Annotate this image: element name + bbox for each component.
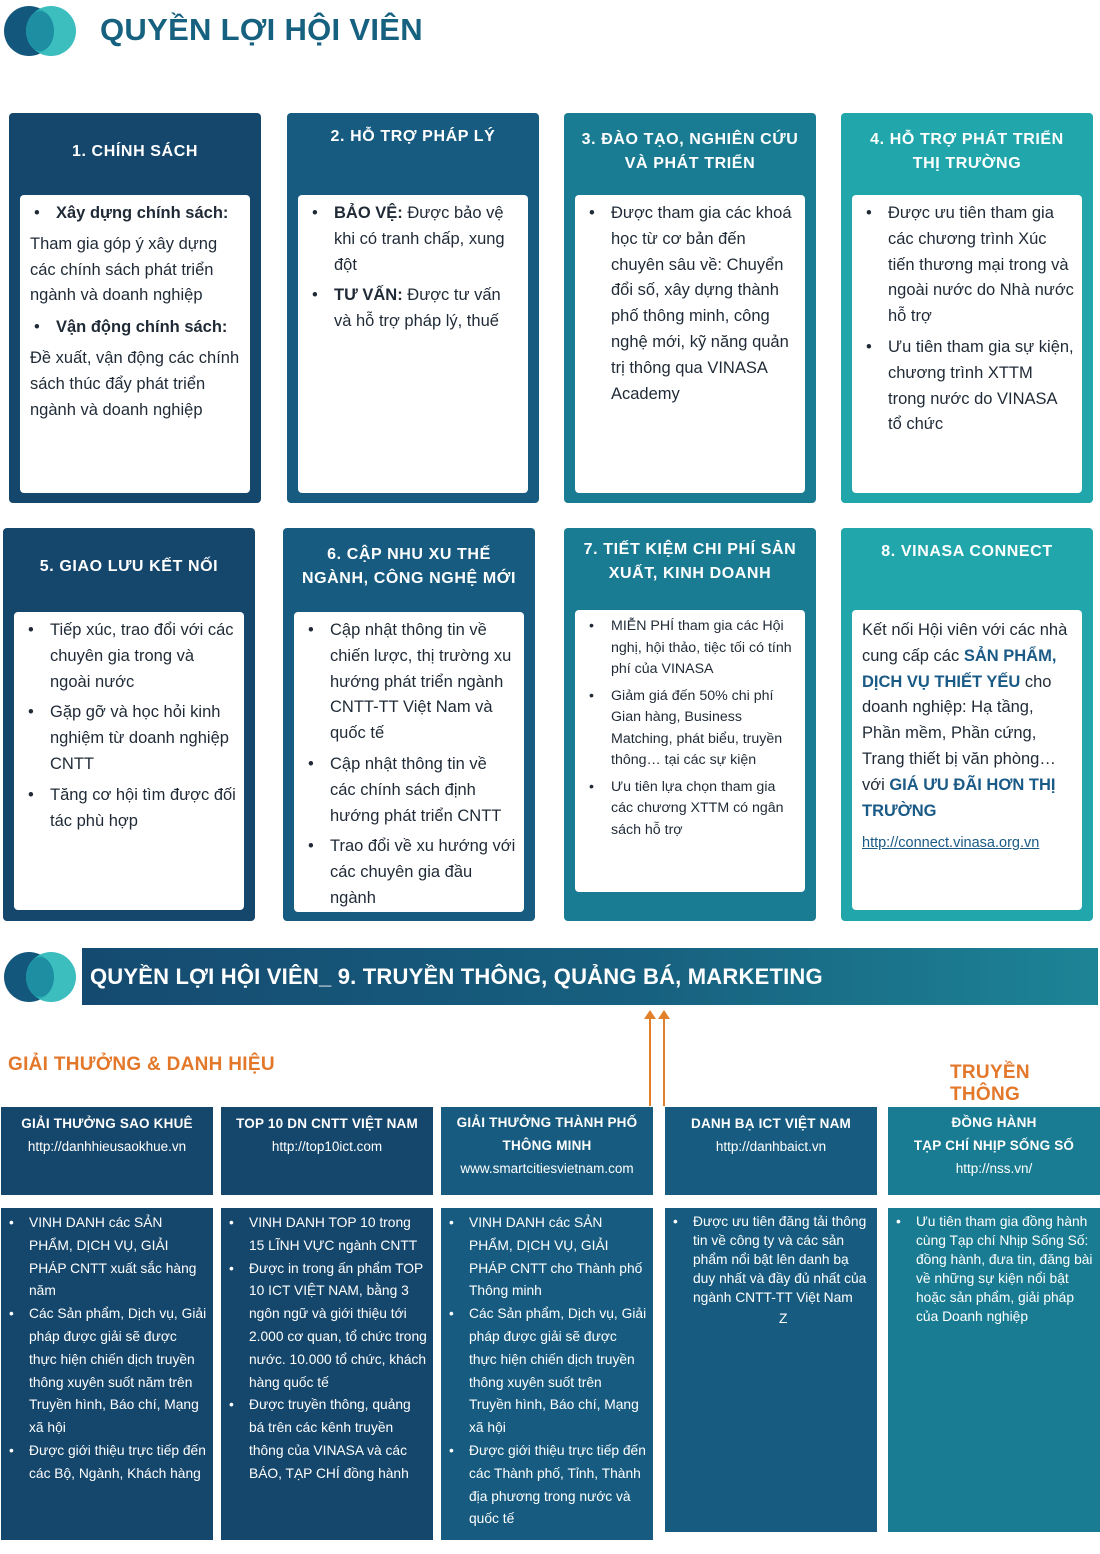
paragraph: Đề xuất, vận động các chính sách thúc đẩy phát triển ngành và doanh nghiệp [30, 348, 240, 419]
list-item: • MIỄN PHÍ tham gia các Hội nghị, hội thảo, tiệc tối có tính phí của VINASA [585, 616, 797, 681]
paragraph: Kết nối Hội viên với các nhà cung cấp các SẢN PHẨM, DỊCH VỤ THIẾT YẾU cho doanh nghiệp: Hạ tầng, Phần mềm, Phần cứng, Trang thiết bị văn phòng…với GIÁ ƯU ĐÃI HƠN THỊ TRƯỜNG [862, 621, 1068, 820]
list-item: • VINH DANH các SẢN PHẨM, DỊCH VỤ, GIẢI PHÁP CNTT xuất sắc hàng năm [5, 1212, 207, 1303]
list-item: • Cập nhật thông tin về các chính sách định hướng phát triển CNTT [304, 752, 516, 829]
list-item: • Ưu tiên tham gia đồng hành cùng Tạp chí Nhịp Sống Số: đồng hành, đưa tin, đăng bài về những sự kiện nổi bật hoặc sản phẩm, giải pháp của Doanh nghiệp [892, 1212, 1094, 1326]
card-body [294, 612, 524, 912]
program-body-danh-ba [665, 1208, 877, 1532]
logo-circles-icon [4, 6, 76, 56]
card-body [852, 610, 1082, 910]
list-item: • Được giới thiệu trực tiếp đến các Thành phố, Tỉnh, Thành địa phương trong nước và quốc tế [445, 1440, 647, 1531]
card-giao-luu [3, 528, 255, 921]
list-item: • Giảm giá đến 50% chi phí Gian hàng, Business Matching, phát biểu, truyền thông… tại các sự kiện [585, 686, 797, 772]
card-xu-the [283, 528, 535, 921]
card-body [852, 195, 1082, 493]
program-header-sao-khue: GIẢI THƯỞNG SAO KHUÊ http://danhhieusaokhue.vn [1, 1107, 213, 1195]
list-item: • Được tham gia các khoá học từ cơ bản đến chuyên sâu về: Chuyển đổi số, xây dựng thành phố thông minh, công nghệ mới, kỹ năng quản trị thông qua VINASA Academy [585, 201, 797, 407]
program-body-nhip-song-so [888, 1208, 1100, 1532]
bullet-heading: Xây dựng chính sách: [56, 204, 229, 222]
list-item: • Cập nhật thông tin về chiến lược, thị trường xu hướng phát triển ngành CNTT-TT Việt Nam và quốc tế [304, 618, 516, 747]
list-item: • Được ưu tiên tham gia các chương trình Xúc tiến thương mại trong và ngoài nước do Nhà nước hỗ trợ [862, 201, 1074, 330]
logo-circles-icon [4, 952, 76, 1002]
arrow-up-icon [649, 1018, 651, 1106]
card-body [14, 612, 244, 910]
list-item: • Ưu tiên lựa chọn tham gia các chương XTTM có ngân sách hỗ trợ [585, 777, 797, 842]
card-ho-tro-phap-ly [287, 113, 539, 503]
card-title: 1. CHÍNH SÁCH [71, 143, 199, 160]
list-item: • Các Sản phẩm, Dịch vụ, Giải pháp được giải sẽ được thực hiện chiến dịch truyền thông xuyên suốt trên Truyền hình, Báo chí, Mạng xã hội [445, 1303, 647, 1440]
list-item: • Các Sản phẩm, Dịch vụ, Giải pháp được giải sẽ được thực hiện chiến dịch truyền thông xuyên suốt năm trên Truyền hình, Báo chí, Mạng xã hội [5, 1303, 207, 1440]
section-banner: QUYỀN LỢI HỘI VIÊN_ 9. TRUYỀN THÔNG, QUẢNG BÁ, MARKETING [82, 948, 1098, 1005]
list-item: • Được in trong ấn phẩm TOP 10 ICT VIỆT NAM, bằng 3 ngôn ngữ và giới thiệu tới 2.000 cơ quan, tổ chức trong nước. 10.000 tổ chức, khách hàng quốc tế [225, 1258, 427, 1395]
card-chinh-sach [9, 113, 261, 503]
program-header-nhip-song-so: ĐỒNG HÀNH TẠP CHÍ NHỊP SỐNG SỐ http://nss.vn/ [888, 1107, 1100, 1195]
card-vinasa-connect [841, 528, 1093, 921]
stray-text: Z [779, 1311, 788, 1326]
program-url[interactable]: http://danhhieusaokhue.vn [27, 1139, 187, 1154]
section-label-media: TRUYỀN THÔNG [950, 1062, 1030, 1105]
program-url[interactable]: www.smartcitiesvietnam.com [460, 1161, 634, 1176]
paragraph: Tham gia góp ý xây dựng các chính sách phát triển ngành và doanh nghiệp [30, 234, 218, 305]
list-item: • VINH DANH các SẢN PHẨM, DỊCH VỤ, GIẢI PHÁP CNTT cho Thành phố Thông minh [445, 1212, 647, 1303]
program-header-smart-city: GIẢI THƯỞNG THÀNH PHỐ THÔNG MINH www.smartcitiesvietnam.com [441, 1107, 653, 1195]
card-body [20, 195, 250, 493]
list-item: • Được truyền thông, quảng bá trên các kênh truyền thông của VINASA và các BÁO, TẠP CHÍ đồng hành [225, 1394, 427, 1485]
program-header-top10: TOP 10 DN CNTT VIỆT NAM http://top10ict.com [221, 1107, 433, 1195]
program-body-sao-khue [1, 1208, 213, 1540]
program-header-danh-ba: DANH BẠ ICT VIỆT NAM http://danhbaict.vn [665, 1107, 877, 1195]
card-body [575, 195, 805, 493]
connect-link[interactable]: http://connect.vinasa.org.vn [862, 835, 1040, 852]
card-title: 3. ĐÀO TẠO, NGHIÊN CỨU VÀ PHÁT TRIỂN [581, 131, 799, 172]
list-item: • TƯ VẤN: Được tư vấn và hỗ trợ pháp lý, thuế [308, 283, 520, 335]
section-label-awards: GIẢI THƯỞNG & DANH HIỆU [8, 1054, 275, 1075]
program-body-smart-city [441, 1208, 653, 1540]
program-body-top10 [221, 1208, 433, 1540]
card-title: 6. CẬP NHU XU THẾ NGÀNH, CÔNG NGHỆ MỚI [301, 546, 517, 587]
card-body [575, 610, 805, 892]
card-title: 8. VINASA CONNECT [881, 543, 1053, 560]
list-item: • Ưu tiên tham gia sự kiện, chương trình XTTM trong nước do VINASA tổ chức [862, 335, 1074, 438]
list-item: • VINH DANH TOP 10 trong 15 LĨNH VỰC ngành CNTT [225, 1212, 427, 1258]
list-item: • Được ưu tiên đăng tải thông tin về công ty và các sản phẩm nổi bật lên danh bạ duy nhất và đầy đủ nhất của ngành CNTT-TT Việt Nam [669, 1212, 871, 1307]
card-title: 4. HỖ TRỢ PHÁT TRIỂN THỊ TRƯỜNG [870, 131, 1064, 172]
list-item: • BẢO VỆ: Được bảo vệ khi có tranh chấp, xung đột [308, 201, 520, 278]
list-item: • Tăng cơ hội tìm được đối tác phù hợp [24, 783, 236, 835]
card-title: 7. TIẾT KIỆM CHI PHÍ SẢN XUẤT, KINH DOANH [583, 541, 797, 582]
arrow-up-icon [663, 1018, 665, 1106]
list-item: • Được giới thiệu trực tiếp đến các Bộ, Ngành, Khách hàng [5, 1440, 207, 1486]
list-item: • Gặp gỡ và học hỏi kinh nghiệm từ doanh nghiệp CNTT [24, 700, 236, 777]
program-url[interactable]: http://nss.vn/ [955, 1161, 1033, 1176]
list-item: • Tiếp xúc, trao đổi với các chuyên gia trong và ngoài nước [24, 618, 236, 695]
bullet-heading: Vận động chính sách: [56, 318, 228, 337]
card-body [298, 195, 528, 493]
program-url[interactable]: http://danhbaict.vn [715, 1139, 827, 1154]
card-phat-trien-thi-truong [841, 113, 1093, 503]
program-url[interactable]: http://top10ict.com [271, 1139, 383, 1154]
list-item: • Trao đổi về xu hướng với các chuyên gia đầu ngành [304, 834, 516, 911]
card-tiet-kiem [564, 528, 816, 921]
card-title: 2. HỖ TRỢ PHÁP LÝ [330, 128, 496, 145]
card-dao-tao [564, 113, 816, 503]
page-title: QUYỀN LỢI HỘI VIÊN [100, 12, 423, 47]
card-title: 5. GIAO LƯU KẾT NỐI [39, 558, 219, 575]
